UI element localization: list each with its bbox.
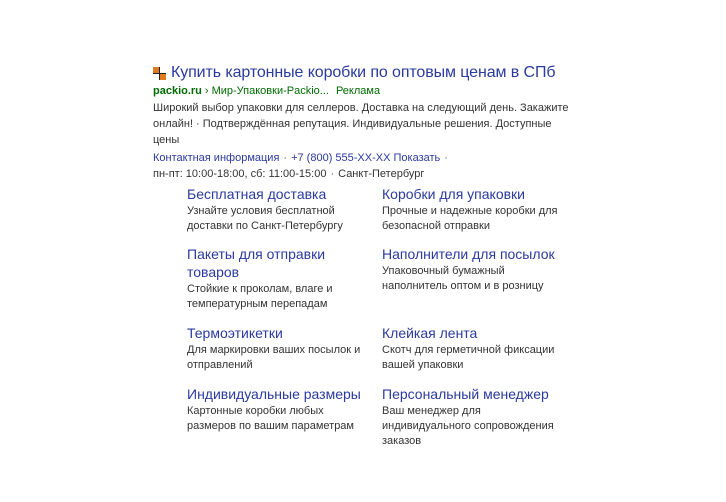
sitelink-description: Узнайте условия бесплатной доставки по Санкт-Петербургу	[187, 205, 343, 232]
sitelink-boxes	[382, 185, 562, 234]
search-ad	[153, 63, 593, 182]
sitelink-title[interactable]: Пакеты для отправки товаров	[187, 246, 326, 280]
sitelink-title[interactable]: Персональный менеджер	[382, 386, 549, 402]
separator-dot: ·	[283, 152, 288, 164]
sitelink-custom-sizes	[187, 385, 367, 434]
ad-url-row	[153, 84, 593, 99]
sitelink-description: Скотч для герметичной фиксации вашей упаковки	[382, 344, 555, 371]
sitelink-description: Картонные коробки любых размеров по вашим параметрам	[187, 405, 354, 432]
sitelink-title[interactable]: Бесплатная доставка	[187, 186, 327, 202]
sitelink-title[interactable]: Коробки для упаковки	[382, 186, 525, 202]
breadcrumb-separator: ›	[204, 85, 209, 97]
ad-description: Широкий выбор упаковки для селлеров. Доставка на следующий день. Закажите онлайн! · Подтверждённая репутация. Индивидуальные решения. Доступные цены	[153, 102, 569, 146]
ad-label: Реклама	[335, 85, 381, 97]
ad-domain-link[interactable]: packio.ru	[153, 85, 202, 97]
phone-link[interactable]	[291, 152, 440, 164]
show-phone-button[interactable]: Показать	[393, 152, 441, 164]
sitelink-adhesive-tape	[382, 324, 562, 373]
sitelink-description: Стойкие к проколам, влаге и температурным перепадам	[187, 283, 333, 310]
sitelink-title[interactable]: Наполнители для посылок	[382, 246, 555, 262]
separator-dot: ·	[444, 152, 448, 164]
ad-path-link[interactable]: Мир-Упаковки-Packio...	[211, 85, 329, 97]
separator-dot: ·	[330, 168, 335, 180]
ad-title-link[interactable]: Купить картонные коробки по оптовым ценам в СПб	[171, 64, 556, 81]
sitelink-shipping-bags	[187, 245, 367, 312]
packio-favicon-icon	[153, 67, 166, 80]
ad-contacts	[153, 150, 583, 182]
phone-number: +7 (800) 555-XX-XX	[291, 152, 391, 164]
sitelink-description: Прочные и надежные коробки для безопасной отправки	[382, 205, 558, 232]
sitelink-description: Упаковочный бумажный наполнитель оптом и в розницу	[382, 265, 544, 292]
ad-title-row	[153, 63, 593, 83]
working-hours: пн-пт: 10:00-18:00, сб: 11:00-15:00	[153, 168, 327, 180]
sitelink-description: Ваш менеджер для индивидуального сопровождения заказов	[382, 405, 554, 447]
contact-info-link[interactable]: Контактная информация	[153, 152, 280, 164]
city-label: Санкт-Петербург	[338, 168, 425, 180]
sitelink-fillers	[382, 245, 562, 294]
sitelink-personal-manager	[382, 385, 562, 449]
sitelink-free-delivery	[187, 185, 367, 234]
sitelink-description: Для маркировки ваших посылок и отправлений	[187, 344, 361, 371]
sitelink-title[interactable]: Клейкая лента	[382, 325, 478, 341]
sitelink-thermal-labels	[187, 324, 367, 373]
sitelink-title[interactable]: Термоэтикетки	[187, 325, 283, 341]
sitelink-title[interactable]: Индивидуальные размеры	[187, 386, 361, 402]
